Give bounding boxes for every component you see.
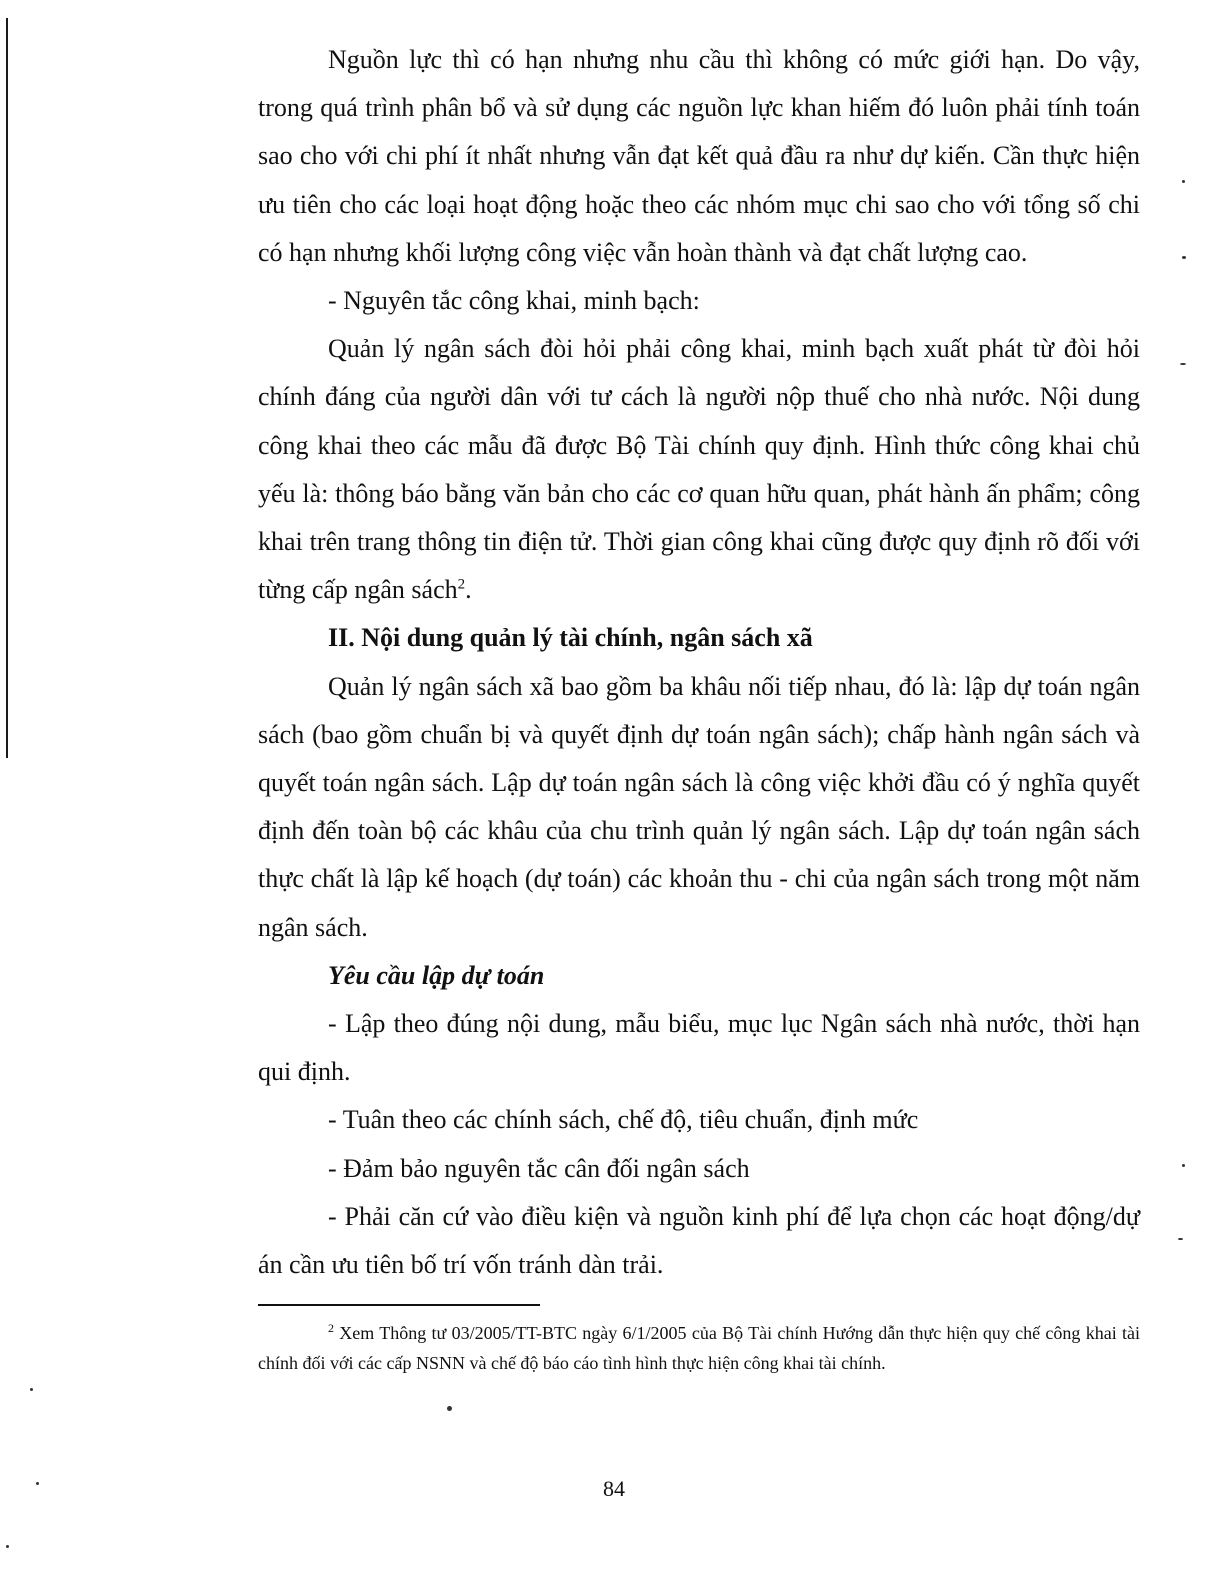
principle-transparency-title: - Nguyên tắc công khai, minh bạch:	[328, 286, 700, 316]
paragraph-transparency	[258, 325, 1140, 614]
scan-speck	[1182, 256, 1186, 259]
paragraph-transparency-end: .	[465, 575, 472, 605]
paragraph-budget-management: Quản lý ngân sách xã bao gồm ba khâu nối tiếp nhau, đó là: lập dự toán ngân sách (bao gồm chuẩn bị và quyết định dự toán ngân sách); chấp hành ngân sách và quyết toán ngân sách. Lập dự toán ngân sách là công việc khởi đầu có ý nghĩa quyết định đến toàn bộ các khâu của chu trình quản lý ngân sách. Lập dự toán ngân sách thực chất là lập kế hoạch (dự toán) các khoản thu - chi của ngân sách trong một năm ngân sách.	[258, 671, 1140, 942]
footnote-separator	[258, 1304, 540, 1306]
subheading-requirements: Yêu cầu lập dự toán	[328, 960, 545, 990]
footnote-number: 2	[328, 1321, 334, 1335]
scan-edge-line	[6, 18, 8, 758]
paragraph-resources: Nguồn lực thì có hạn nhưng nhu cầu thì không có mức giới hạn. Do vậy, trong quá trình phân bổ và sử dụng các nguồn lực khan hiếm đó luôn phải tính toán sao cho với chi phí ít nhất nhưng vẫn đạt kết quả đầu ra như dự kiến. Cần thực hiện ưu tiên cho các loại hoạt động hoặc theo các nhóm mục chi sao cho với tổng số chi có hạn nhưng khối lượng công việc vẫn hoàn thành và đạt chất lượng cao.	[258, 45, 1140, 267]
scan-speck	[6, 1545, 9, 1548]
footnote-paragraph	[258, 1318, 1140, 1378]
scan-speck	[1182, 180, 1185, 183]
page-body	[258, 36, 1140, 1289]
scan-speck	[1178, 1238, 1183, 1240]
footnote	[258, 1318, 1140, 1378]
scan-speck	[1182, 1164, 1185, 1167]
requirement-item-1: - Lập theo đúng nội dung, mẫu biểu, mục lục Ngân sách nhà nước, thời hạn qui định.	[258, 1009, 1140, 1087]
page-number: 84	[603, 1476, 625, 1501]
footnote-text: Xem Thông tư 03/2005/TT-BTC ngày 6/1/2005 của Bộ Tài chính Hướng dẫn thực hiện quy chế công khai tài chính đối với các cấp NSNN và chế độ báo cáo tình hình thực hiện công khai tài chính.	[258, 1323, 1140, 1373]
scan-speck	[30, 1388, 33, 1391]
requirement-item-4: - Phải căn cứ vào điều kiện và nguồn kinh phí để lựa chọn các hoạt động/dự án cần ưu tiên bố trí vốn tránh dàn trải.	[258, 1201, 1140, 1280]
paragraph-transparency-text: Quản lý ngân sách đòi hỏi phải công khai, minh bạch xuất phát từ đòi hỏi chính đáng của người dân với tư cách là người nộp thuế cho nhà nước. Nội dung công khai theo các mẫu đã được Bộ Tài chính quy định. Hình thức công khai chủ yếu là: thông báo bằng văn bản cho các cơ quan hữu quan, phát hành ấn phẩm; công khai trên trang thông tin điện tử. Thời gian công khai cũng được quy định rõ đối với từng cấp ngân sách	[258, 334, 1140, 605]
scan-speck	[36, 1482, 39, 1485]
requirement-item-2: - Tuân theo các chính sách, chế độ, tiêu chuẩn, định mức	[328, 1105, 919, 1135]
scan-speck	[447, 1406, 452, 1411]
requirement-item-3: - Đảm bảo nguyên tắc cân đối ngân sách	[328, 1153, 750, 1183]
footnote-ref: 2	[457, 576, 466, 593]
scan-speck	[1180, 363, 1186, 365]
section-heading: II. Nội dung quản lý tài chính, ngân sách xã	[328, 623, 813, 653]
